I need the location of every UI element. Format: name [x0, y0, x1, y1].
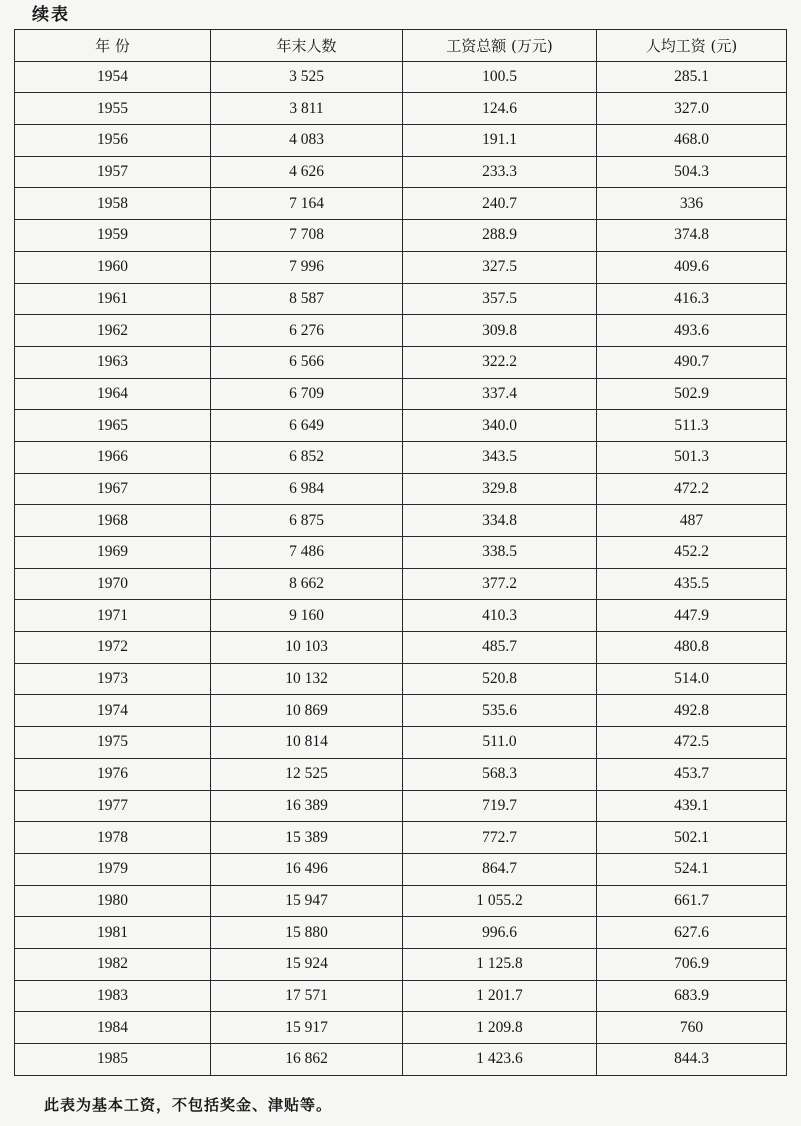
table-row	[15, 283, 787, 315]
cell-average-wage: 416.3	[597, 283, 787, 315]
table-row	[15, 378, 787, 410]
cell-average-wage: 468.0	[597, 125, 787, 157]
table-row	[15, 473, 787, 505]
table-row	[15, 505, 787, 537]
cell-total-wages: 343.5	[403, 441, 597, 473]
cell-average-wage: 439.1	[597, 790, 787, 822]
cell-year: 1982	[15, 948, 211, 980]
cell-average-wage: 472.5	[597, 727, 787, 759]
header-average-wage: 人均工资 (元)	[597, 30, 787, 62]
cell-headcount: 8 587	[211, 283, 403, 315]
table-row	[15, 315, 787, 347]
cell-year: 1983	[15, 980, 211, 1012]
cell-year: 1972	[15, 632, 211, 664]
table-row	[15, 885, 787, 917]
cell-headcount: 6 852	[211, 441, 403, 473]
cell-year: 1980	[15, 885, 211, 917]
cell-year: 1960	[15, 251, 211, 283]
table-row	[15, 251, 787, 283]
cell-year: 1966	[15, 441, 211, 473]
table-row	[15, 410, 787, 442]
table-row	[15, 727, 787, 759]
cell-headcount: 8 662	[211, 568, 403, 600]
cell-average-wage: 760	[597, 1012, 787, 1044]
cell-average-wage: 661.7	[597, 885, 787, 917]
cell-average-wage: 511.3	[597, 410, 787, 442]
cell-headcount: 15 924	[211, 948, 403, 980]
table-row	[15, 346, 787, 378]
cell-total-wages: 377.2	[403, 568, 597, 600]
cell-total-wages: 535.6	[403, 695, 597, 727]
cell-average-wage: 683.9	[597, 980, 787, 1012]
cell-average-wage: 480.8	[597, 632, 787, 664]
cell-year: 1961	[15, 283, 211, 315]
cell-average-wage: 514.0	[597, 663, 787, 695]
cell-headcount: 15 917	[211, 1012, 403, 1044]
cell-total-wages: 1 423.6	[403, 1044, 597, 1076]
table-row	[15, 1044, 787, 1076]
header-row	[15, 30, 787, 62]
cell-average-wage: 472.2	[597, 473, 787, 505]
cell-total-wages: 124.6	[403, 93, 597, 125]
table-row	[15, 853, 787, 885]
cell-total-wages: 327.5	[403, 251, 597, 283]
table-row	[15, 220, 787, 252]
table-row	[15, 948, 787, 980]
cell-year: 1969	[15, 537, 211, 569]
table-row	[15, 632, 787, 664]
cell-year: 1963	[15, 346, 211, 378]
cell-total-wages: 485.7	[403, 632, 597, 664]
cell-headcount: 6 984	[211, 473, 403, 505]
cell-total-wages: 568.3	[403, 758, 597, 790]
cell-total-wages: 864.7	[403, 853, 597, 885]
cell-year: 1978	[15, 822, 211, 854]
cell-average-wage: 493.6	[597, 315, 787, 347]
cell-average-wage: 502.1	[597, 822, 787, 854]
header-year: 年 份	[15, 30, 211, 62]
table-row	[15, 663, 787, 695]
cell-total-wages: 1 125.8	[403, 948, 597, 980]
cell-total-wages: 233.3	[403, 156, 597, 188]
cell-average-wage: 502.9	[597, 378, 787, 410]
cell-total-wages: 288.9	[403, 220, 597, 252]
cell-total-wages: 520.8	[403, 663, 597, 695]
cell-average-wage: 492.8	[597, 695, 787, 727]
table-row	[15, 980, 787, 1012]
cell-total-wages: 357.5	[403, 283, 597, 315]
table-header	[15, 30, 787, 62]
cell-headcount: 15 880	[211, 917, 403, 949]
cell-average-wage: 504.3	[597, 156, 787, 188]
cell-headcount: 6 709	[211, 378, 403, 410]
table-row	[15, 600, 787, 632]
table-row	[15, 790, 787, 822]
cell-year: 1962	[15, 315, 211, 347]
cell-total-wages: 996.6	[403, 917, 597, 949]
cell-total-wages: 1 209.8	[403, 1012, 597, 1044]
table-row	[15, 93, 787, 125]
cell-year: 1981	[15, 917, 211, 949]
table-row	[15, 568, 787, 600]
cell-year: 1974	[15, 695, 211, 727]
cell-headcount: 16 862	[211, 1044, 403, 1076]
cell-headcount: 16 389	[211, 790, 403, 822]
cell-year: 1954	[15, 61, 211, 93]
cell-headcount: 6 649	[211, 410, 403, 442]
cell-total-wages: 337.4	[403, 378, 597, 410]
cell-year: 1985	[15, 1044, 211, 1076]
cell-average-wage: 524.1	[597, 853, 787, 885]
cell-total-wages: 191.1	[403, 125, 597, 157]
cell-year: 1959	[15, 220, 211, 252]
cell-headcount: 3 525	[211, 61, 403, 93]
cell-headcount: 10 132	[211, 663, 403, 695]
cell-headcount: 3 811	[211, 93, 403, 125]
cell-headcount: 7 164	[211, 188, 403, 220]
cell-headcount: 4 083	[211, 125, 403, 157]
cell-total-wages: 329.8	[403, 473, 597, 505]
cell-average-wage: 435.5	[597, 568, 787, 600]
cell-average-wage: 327.0	[597, 93, 787, 125]
cell-headcount: 10 103	[211, 632, 403, 664]
cell-headcount: 6 875	[211, 505, 403, 537]
table-row	[15, 188, 787, 220]
cell-year: 1968	[15, 505, 211, 537]
cell-year: 1970	[15, 568, 211, 600]
cell-year: 1957	[15, 156, 211, 188]
cell-average-wage: 447.9	[597, 600, 787, 632]
cell-total-wages: 1 201.7	[403, 980, 597, 1012]
header-year-end-headcount: 年末人数	[211, 30, 403, 62]
cell-year: 1976	[15, 758, 211, 790]
cell-average-wage: 627.6	[597, 917, 787, 949]
table-row	[15, 758, 787, 790]
table-row	[15, 917, 787, 949]
cell-average-wage: 374.8	[597, 220, 787, 252]
cell-average-wage: 844.3	[597, 1044, 787, 1076]
table-row	[15, 156, 787, 188]
table-row	[15, 441, 787, 473]
cell-year: 1971	[15, 600, 211, 632]
cell-year: 1965	[15, 410, 211, 442]
cell-headcount: 17 571	[211, 980, 403, 1012]
cell-average-wage: 336	[597, 188, 787, 220]
cell-year: 1979	[15, 853, 211, 885]
wage-table	[14, 29, 787, 1076]
cell-headcount: 4 626	[211, 156, 403, 188]
cell-average-wage: 706.9	[597, 948, 787, 980]
cell-year: 1975	[15, 727, 211, 759]
cell-total-wages: 410.3	[403, 600, 597, 632]
cell-headcount: 9 160	[211, 600, 403, 632]
cell-total-wages: 240.7	[403, 188, 597, 220]
cell-average-wage: 501.3	[597, 441, 787, 473]
cell-year: 1984	[15, 1012, 211, 1044]
table-row	[15, 695, 787, 727]
table-row	[15, 1012, 787, 1044]
cell-headcount: 6 566	[211, 346, 403, 378]
cell-total-wages: 340.0	[403, 410, 597, 442]
cell-average-wage: 453.7	[597, 758, 787, 790]
cell-year: 1964	[15, 378, 211, 410]
cell-year: 1967	[15, 473, 211, 505]
cell-average-wage: 409.6	[597, 251, 787, 283]
cell-year: 1956	[15, 125, 211, 157]
cell-total-wages: 322.2	[403, 346, 597, 378]
cell-total-wages: 511.0	[403, 727, 597, 759]
cell-headcount: 15 389	[211, 822, 403, 854]
cell-headcount: 12 525	[211, 758, 403, 790]
cell-year: 1977	[15, 790, 211, 822]
table-row	[15, 125, 787, 157]
cell-total-wages: 334.8	[403, 505, 597, 537]
cell-headcount: 6 276	[211, 315, 403, 347]
cell-total-wages: 338.5	[403, 537, 597, 569]
cell-total-wages: 719.7	[403, 790, 597, 822]
table-caption: 续表	[32, 5, 70, 25]
cell-headcount: 15 947	[211, 885, 403, 917]
table-footnote: 此表为基本工资，不包括奖金、津贴等。	[44, 1096, 333, 1114]
cell-year: 1958	[15, 188, 211, 220]
header-total-wages: 工资总额 (万元)	[403, 30, 597, 62]
cell-headcount: 10 814	[211, 727, 403, 759]
table-row	[15, 61, 787, 93]
table-row	[15, 537, 787, 569]
table-body	[15, 61, 787, 1075]
cell-average-wage: 487	[597, 505, 787, 537]
cell-headcount: 7 708	[211, 220, 403, 252]
cell-year: 1955	[15, 93, 211, 125]
cell-year: 1973	[15, 663, 211, 695]
cell-average-wage: 490.7	[597, 346, 787, 378]
cell-headcount: 7 486	[211, 537, 403, 569]
cell-average-wage: 285.1	[597, 61, 787, 93]
cell-headcount: 7 996	[211, 251, 403, 283]
cell-total-wages: 1 055.2	[403, 885, 597, 917]
cell-headcount: 16 496	[211, 853, 403, 885]
cell-total-wages: 100.5	[403, 61, 597, 93]
table-row	[15, 822, 787, 854]
cell-total-wages: 309.8	[403, 315, 597, 347]
cell-total-wages: 772.7	[403, 822, 597, 854]
cell-headcount: 10 869	[211, 695, 403, 727]
cell-average-wage: 452.2	[597, 537, 787, 569]
